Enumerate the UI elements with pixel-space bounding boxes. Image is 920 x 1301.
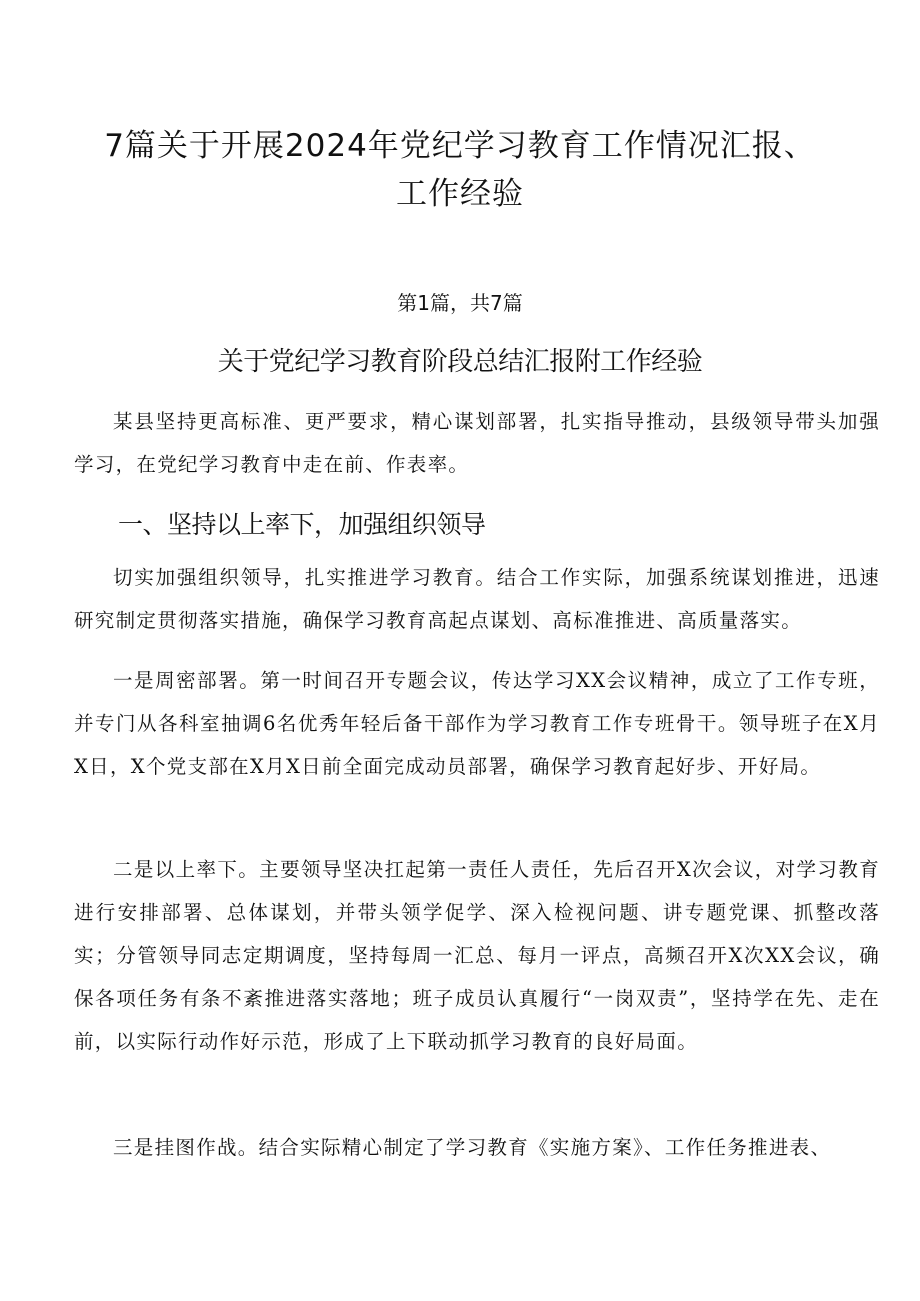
main-title-line-2: 工作经验 <box>396 176 524 212</box>
sub-title: 关于党纪学习教育阶段总结汇报附工作经验 <box>217 347 703 377</box>
main-title <box>60 122 860 218</box>
paragraph-roadmap: 三是挂图作战。结合实际精心制定了学习教育《实施方案》、工作任务推进表、 <box>113 1136 832 1159</box>
paragraph-organization: 切实加强组织领导，扎实推进学习教育。结合工作实际，加强系统谋划推进，迅速研究制定贯彻落实措施，确保学习教育高起点谋划、高标准推进、高质量落实。 <box>74 566 880 632</box>
intro-paragraph: 某县坚持更高标准、更严要求，精心谋划部署，扎实指导推动，县级领导带头加强学习，在党纪学习教育中走在前、作表率。 <box>74 410 880 476</box>
main-title-line-1: 7篇关于开展2024年党纪学习教育工作情况汇报、 <box>104 128 816 164</box>
section-heading: 一、坚持以上率下，加强组织领导 <box>118 510 486 539</box>
paragraph-deployment: 一是周密部署。第一时间召开专题会议，传达学习XX会议精神，成立了工作专班，并专门从各科室抽调6名优秀年轻后备干部作为学习教育工作专班骨干。领导班子在X月X日，X个党支部在X月X日前全面完成动员部署，确保学习教育起好步、开好局。 <box>74 669 880 778</box>
paragraph-leadership: 二是以上率下。主要领导坚决扛起第一责任人责任，先后召开X次会议，对学习教育进行安排部署、总体谋划，并带头领学促学、深入检视问题、讲专题党课、抓整改落实；分管领导同志定期调度，坚持每周一汇总、每月一评点，高频召开X次XX会议，确保各项任务有条不紊推进落实落地；班子成员认真履行“一岗双责”，坚持学在先、走在前，以实际行动作好示范，形成了上下联动抓学习教育的良好局面。 <box>74 858 880 1053</box>
part-label: 第1篇，共7篇 <box>397 291 523 315</box>
